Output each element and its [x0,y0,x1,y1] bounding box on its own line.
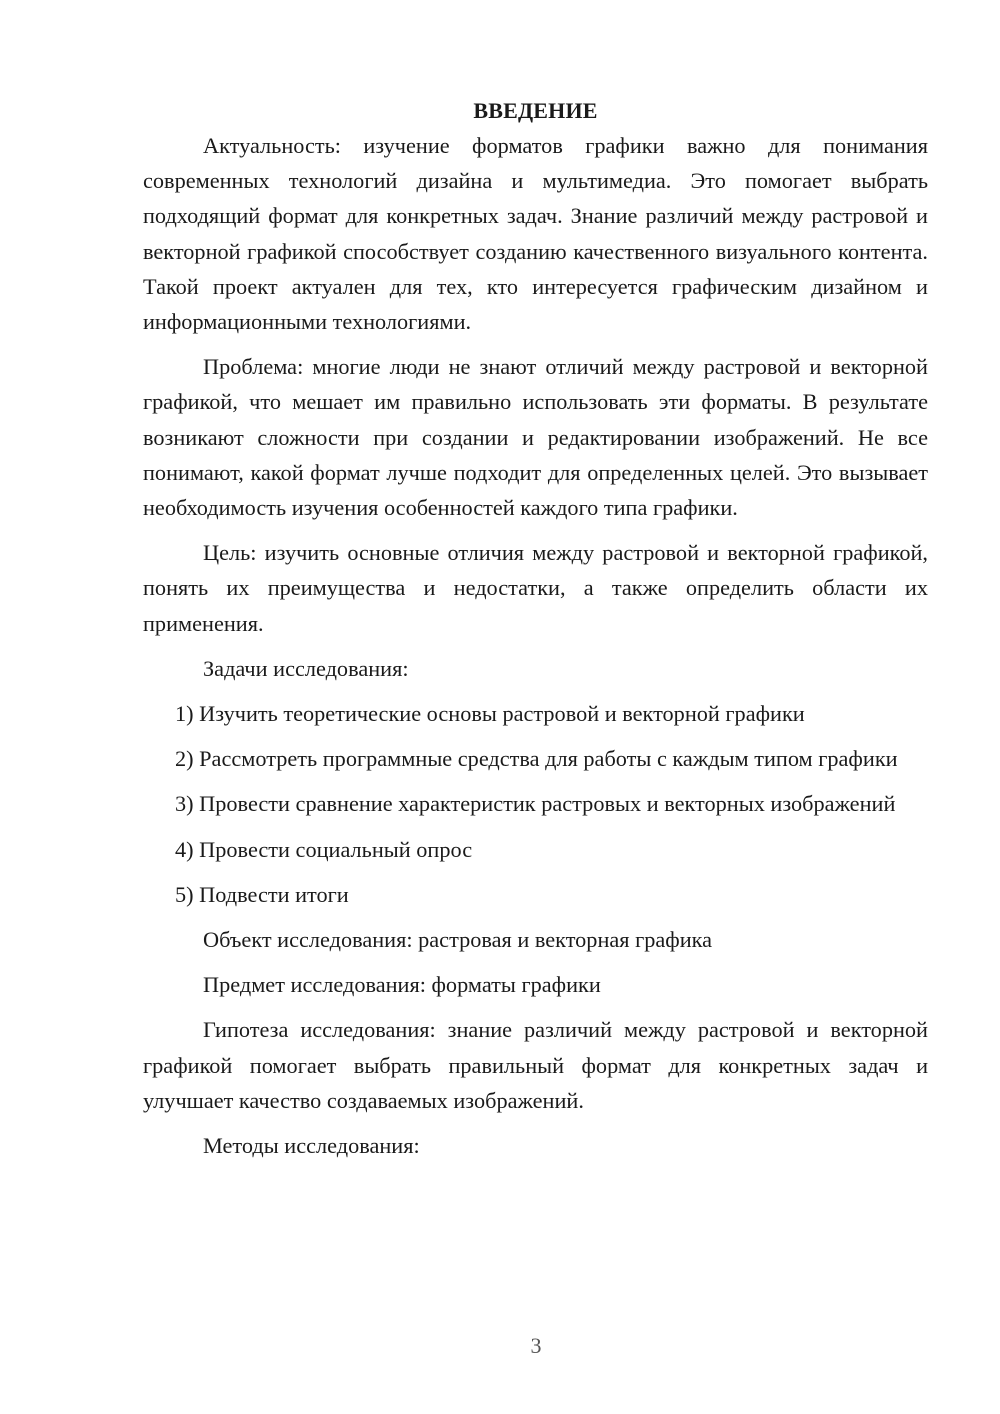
page-number: 3 [530,1333,542,1358]
subject-paragraph: Предмет исследования: форматы графики [203,972,601,998]
tasks-heading: Задачи исследования: [203,655,409,681]
section-title: ВВЕДЕНИЕ [473,98,598,123]
task-item: 2) Рассмотреть программные средства для работы с каждым типом графики [175,746,898,772]
task-item: 3) Провести сравнение характеристик растровых и векторных изображений [175,791,896,817]
task-item: 4) Провести социальный опрос [175,836,473,862]
problem-paragraph: Проблема: многие люди не знают отличий между растровой и векторной графикой, что мешает им правильно использовать эти форматы. В результате возникают сложности при создании и редактировании изображений. Не все понимают, какой формат лучше подходит для определенных целей. Это вызывает необходимость изучения особенностей каждого типа графики. [143,354,928,521]
object-paragraph: Объект исследования: растровая и векторная графика [203,927,713,953]
document-page [143,93,928,1163]
goal-paragraph: Цель: изучить основные отличия между растровой и векторной графикой, понять их преимущества и недостатки, а также определить области их применения. [143,540,928,636]
methods-heading: Методы исследования: [203,1133,420,1159]
relevance-paragraph: Актуальность: изучение форматов графики важно для понимания современных технологий дизайна и мультимедиа. Это помогает выбрать подходящий формат для конкретных задач. Знание различий между растровой и векторной графикой способствует созданию качественного визуального контента. Такой проект актуален для тех, кто интересуется графическим дизайном и информационными технологиями. [143,133,928,335]
task-item: 5) Подвести итоги [175,881,349,907]
task-item: 1) Изучить теоретические основы растровой и векторной графики [175,701,805,727]
hypothesis-paragraph: Гипотеза исследования: знание различий между растровой и векторной графикой помогает выбрать правильный формат для конкретных задач и улучшает качество создаваемых изображений. [143,1017,928,1113]
